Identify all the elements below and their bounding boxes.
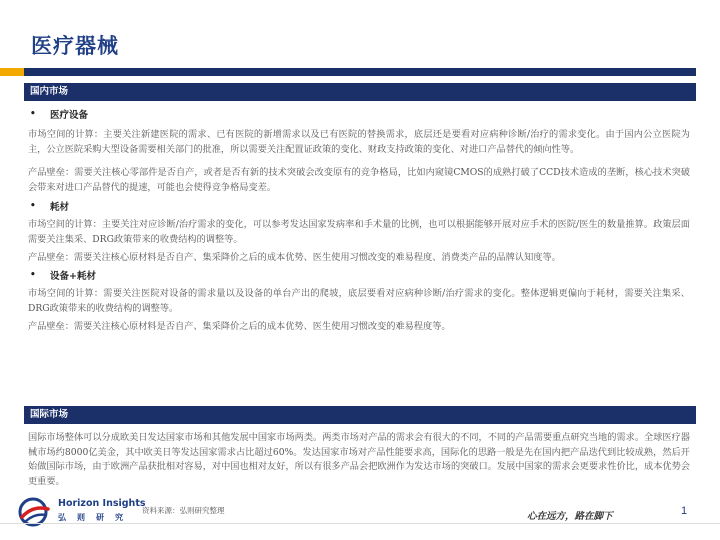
equipment-bullet xyxy=(28,107,690,121)
equipment-label: 医疗设备 xyxy=(50,110,89,121)
combo-market-space: 市场空间的计算：需要关注医院对设备的需求量以及设备的单台产出的爬坡，底层要看对应病种诊断/治疗需求的变化。整体逻辑更偏向于耗材，需要关注集采、DRG政策带来的收费结构的调整等。 xyxy=(28,288,690,314)
bullet-dot-icon: • xyxy=(30,270,36,280)
equipment-barrier: 产品壁垒：需要关注核心零部件是否自产，或者是否有新的技术突破会改变原有的竞争格局，比如内窥镜CMOS的成熟打破了CCD技术造成的垄断，核心技术突破会带来对进口产品替代的提速，可能也会使得竞争格局变差。 xyxy=(28,167,690,193)
page-number: 1 xyxy=(681,505,688,517)
title-accent-bar xyxy=(0,68,24,76)
bullet-dot-icon: • xyxy=(30,201,36,211)
international-market-content xyxy=(28,431,690,489)
consumables-label: 耗材 xyxy=(50,202,70,213)
consumables-barrier: 产品壁垒：需要关注核心原材料是否自产、集采降价之后的成本优势、医生使用习惯改变的难易程度、消费类产品的品牌认知度等。 xyxy=(28,252,561,263)
combo-barrier: 产品壁垒：需要关注核心原材料是否自产、集采降价之后的成本优势、医生使用习惯改变的难易程度等。 xyxy=(28,321,451,332)
bullet-dot-icon: • xyxy=(30,109,36,119)
consumables-market-space: 市场空间的计算：主要关注对应诊断/治疗需求的变化，可以参考发达国家发病率和手术量的比例，也可以根据能够开展对应手术的医院/医生的数量推算。政策层面需要关注集采、DRG政策带来的收费结构的调整等。 xyxy=(28,219,690,245)
brand-name-en: Horizon Insights xyxy=(58,498,146,509)
title-divider-bar xyxy=(24,68,696,76)
source-note: 资料来源：弘则研究整理 xyxy=(142,506,225,515)
page-title: 医疗器械 xyxy=(31,34,119,58)
domestic-market-header: 国内市场 xyxy=(24,83,696,101)
footer-divider xyxy=(0,523,720,524)
footer-slogan: 心在远方，路在脚下 xyxy=(527,511,613,522)
domestic-market-content xyxy=(28,107,690,334)
combo-bullet xyxy=(28,268,690,282)
equipment-market-space: 市场空间的计算：主要关注新建医院的需求、已有医院的新增需求以及已有医院的替换需求，底层还是要看对应病种诊断/治疗的需求变化。由于国内公立医院为主，公立医院采购大型设备需要相关部门的批准，所以需要关注配置证政策的变化、财政支持政策的变化、对进口产品替代的倾向性等。 xyxy=(28,129,690,155)
combo-label: 设备+耗材 xyxy=(50,271,96,282)
international-market-text: 国际市场整体可以分成欧美日发达国家市场和其他发展中国家市场两类。两类市场对产品的需求会有很大的不同，不同的产品需要重点研究当地的需求。全球医疗器械市场约8000亿美金，其中欧美日等发达国家需求占比超过60%。发达国家市场对产品性能要求高，国际化的思路一般是先在国内把产品迭代到比较成熟，然后开始做国际市场，由于欧洲产品获批相对容易，对中国也相对友好，所以有很多产品会把欧洲作为发达市场的突破口。发展中国家的需求会更要求性价比，成本优势会更重要。 xyxy=(28,432,690,487)
consumables-bullet xyxy=(28,199,690,213)
international-market-header: 国际市场 xyxy=(24,406,696,424)
brand-name-cn: 弘则研究 xyxy=(58,513,134,522)
